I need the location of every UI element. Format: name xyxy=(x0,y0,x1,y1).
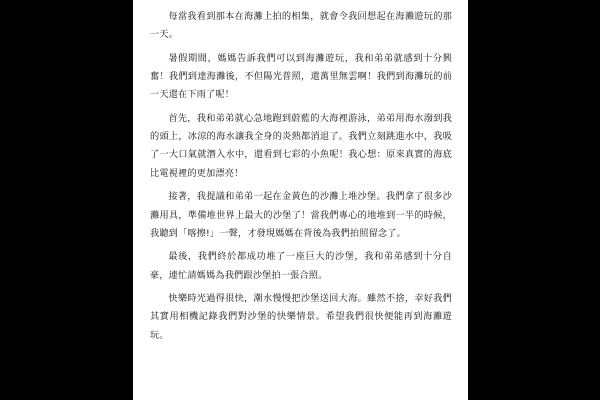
paragraph-4: 接著，我提議和弟弟一起在金黃色的沙灘上堆沙堡。我們拿了很多沙灘用具，準備堆世界上最大的沙堡了！當我們專心的地堆到一半的時候，我聽到「喀擦!」一聲，才發現媽媽在背後為我們拍照留念了。 xyxy=(150,191,452,239)
paragraph-3: 首先，我和弟弟就心急地跑到蔚藍的大海裡游泳，弟弟用海水潑到我的頭上，冰涼的海水讓我全身的炎熱都消退了。我們立刻跳進水中，我吸了一大口氣就潛入水中，還看到七彩的小魚呢！我心想：原來真實的海底比電視裡的更加漂亮！ xyxy=(150,112,452,179)
document-page xyxy=(133,0,468,400)
paragraph-5: 最後，我們終於都成功堆了一座巨大的沙堡，我和弟弟感到十分自豪，連忙請媽媽為我們跟沙堡拍一張合照。 xyxy=(150,251,452,281)
paragraph-1: 每當我看到那本在海灘上拍的相集，就會令我回想起在海灘遊玩的那一天。 xyxy=(150,11,452,41)
paragraph-2: 暑假期間，媽媽告訴我們可以到海灘遊玩，我和弟弟就感到十分興奮！我們到達海灘後，不但陽光普照，還萬里無雲啊！我們到海灘玩的前一天還在下雨了呢！ xyxy=(150,52,452,101)
paragraph-6: 快樂時光過得很快，潮水慢慢把沙堡送回大海。雖然不捨，幸好我們其實用相機記錄我們對沙堡的快樂情景。希望我們很快便能再到海灘遊玩。 xyxy=(150,293,452,341)
